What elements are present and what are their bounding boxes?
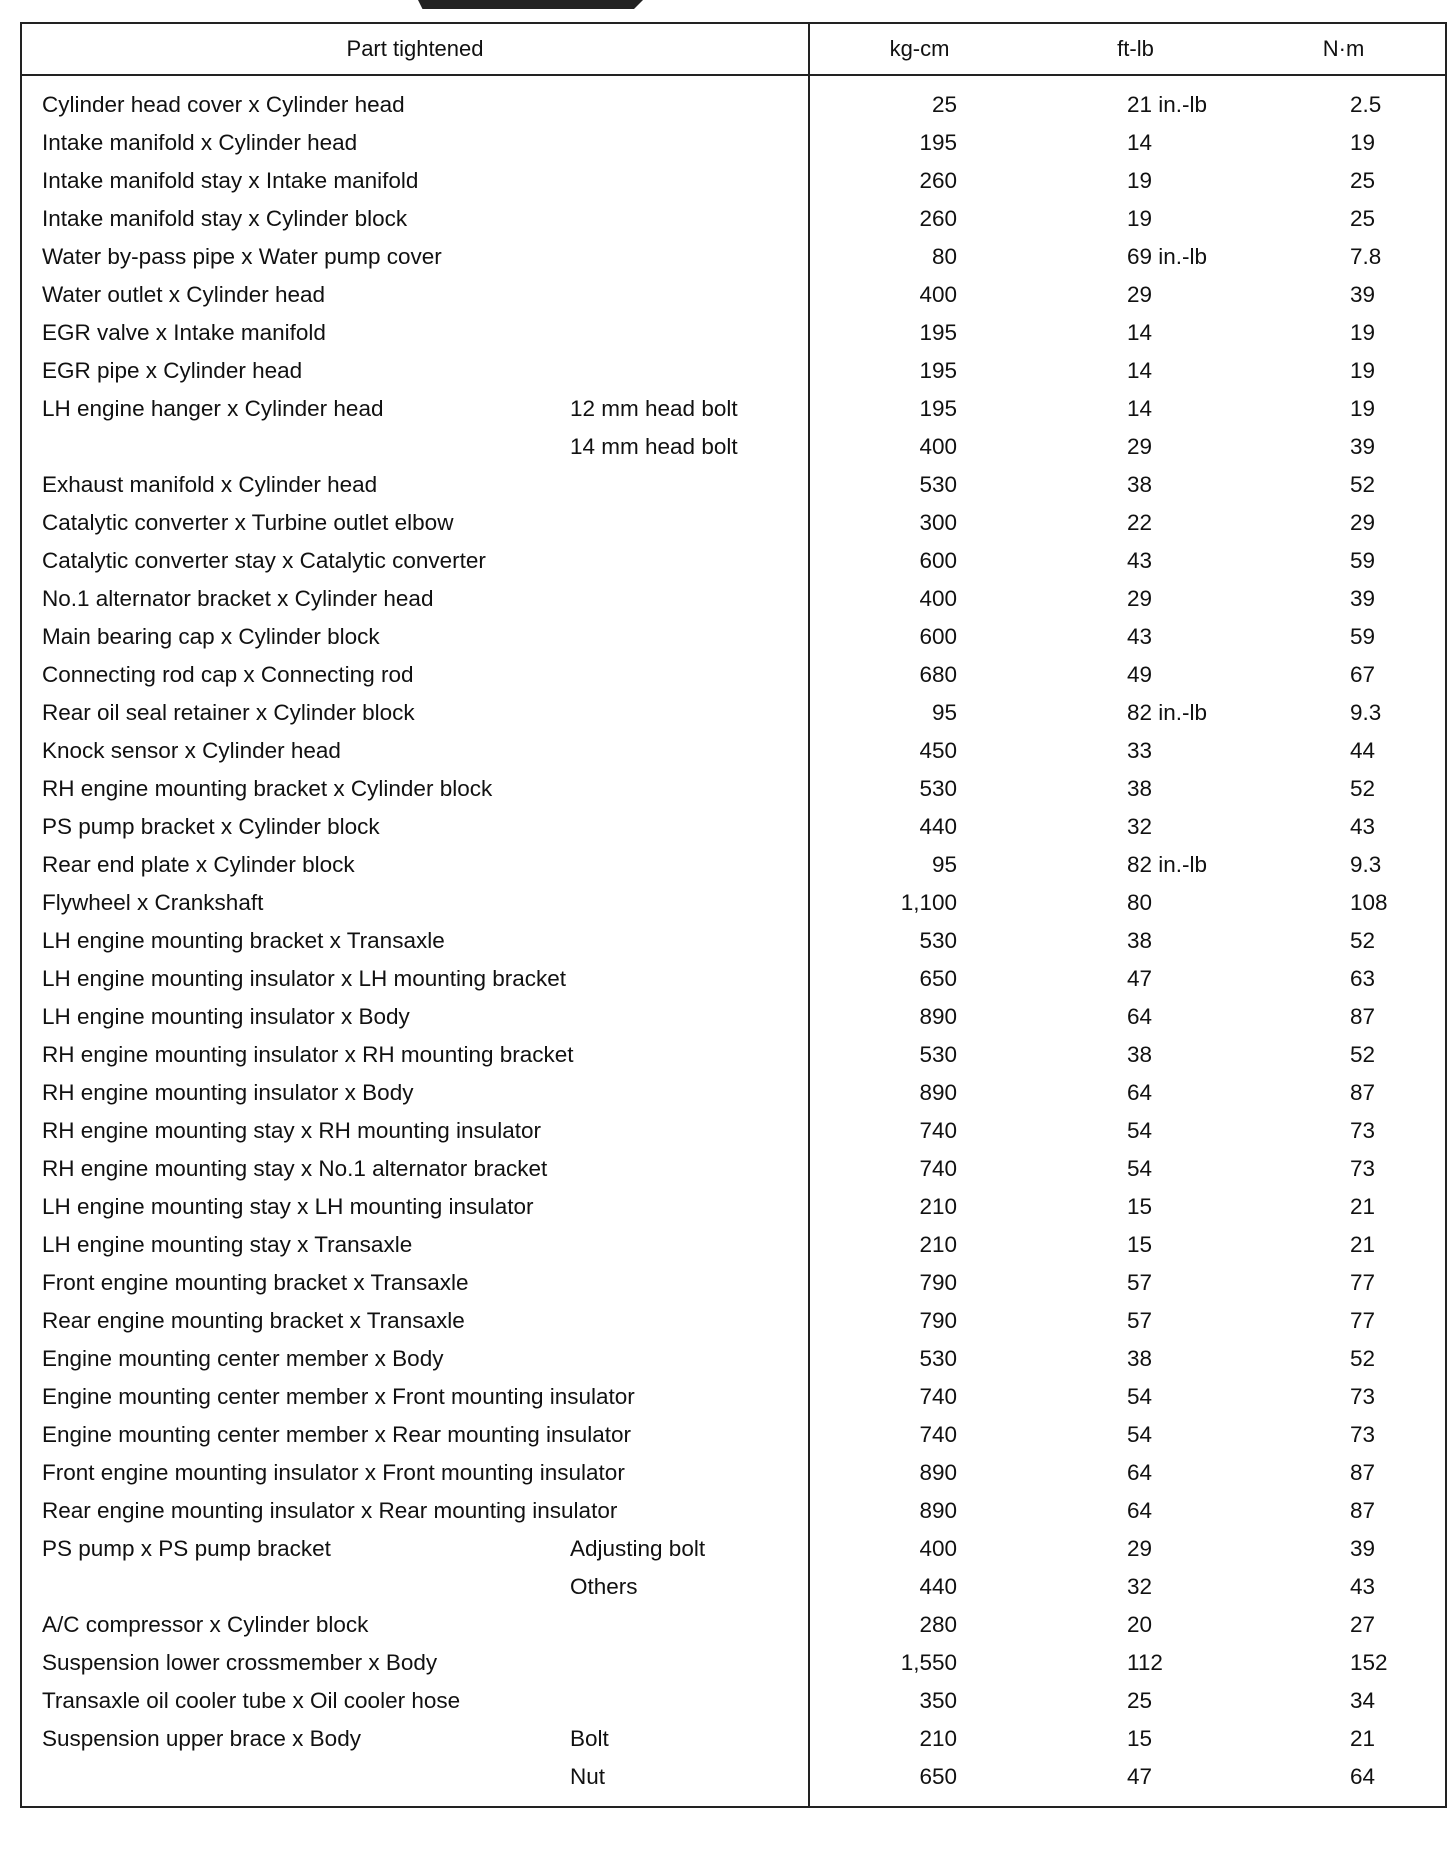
kg-cm-cell: 440 [809, 808, 1029, 846]
sub-part-cell [566, 998, 809, 1036]
sub-part-cell: Adjusting bolt [570, 1536, 706, 1561]
kg-cm-cell: 95 [809, 846, 1029, 884]
n-m-cell: 63 [1350, 966, 1376, 991]
sub-part-cell [566, 1644, 809, 1682]
ft-lb-cell: 38 [1127, 472, 1153, 497]
table-row [21, 732, 1446, 770]
ft-lb-cell: 14 [1127, 358, 1153, 383]
table-row [21, 1302, 1446, 1340]
table-row [21, 314, 1446, 352]
n-m-cell: 25 [1350, 168, 1376, 193]
sub-part-cell [566, 1302, 809, 1340]
part-cell: Intake manifold x Cylinder head [42, 130, 358, 155]
kg-cm-cell: 400 [809, 1530, 1029, 1568]
table-row [21, 1720, 1446, 1758]
n-m-cell: 7.8 [1350, 244, 1382, 269]
kg-cm-cell: 210 [809, 1226, 1029, 1264]
table-row [21, 1644, 1446, 1682]
part-cell: Catalytic converter stay x Catalytic converter [42, 548, 486, 573]
sub-part-cell [566, 1340, 809, 1378]
n-m-cell: 39 [1350, 586, 1376, 611]
part-cell: Engine mounting center member x Front mounting insulator [42, 1384, 635, 1409]
ft-lb-cell: 82 in.-lb [1127, 700, 1208, 725]
n-m-cell: 87 [1350, 1004, 1376, 1029]
kg-cm-cell: 740 [809, 1112, 1029, 1150]
ft-lb-cell: 38 [1127, 928, 1153, 953]
part-cell: Front engine mounting insulator x Front mounting insulator [42, 1460, 625, 1485]
kg-cm-cell: 260 [809, 162, 1029, 200]
table-row [21, 390, 1446, 428]
n-m-cell: 87 [1350, 1498, 1376, 1523]
part-cell: LH engine mounting stay x Transaxle [42, 1232, 413, 1257]
table-row [21, 694, 1446, 732]
table-row [21, 656, 1446, 694]
ft-lb-cell: 25 [1127, 1688, 1153, 1713]
kg-cm-cell: 195 [809, 314, 1029, 352]
part-cell: Catalytic converter x Turbine outlet elbow [42, 510, 454, 535]
ft-lb-cell: 54 [1127, 1156, 1153, 1181]
table-row [21, 1112, 1446, 1150]
ft-lb-cell: 80 [1127, 890, 1153, 915]
part-cell: Knock sensor x Cylinder head [42, 738, 341, 763]
header-part-tightened: Part tightened [21, 23, 809, 75]
table-row [21, 1150, 1446, 1188]
n-m-cell: 21 [1350, 1232, 1376, 1257]
part-cell: Engine mounting center member x Rear mounting insulator [42, 1422, 632, 1447]
n-m-cell: 2.5 [1350, 92, 1382, 117]
kg-cm-cell: 530 [809, 1340, 1029, 1378]
n-m-cell: 73 [1350, 1156, 1376, 1181]
n-m-cell: 19 [1350, 358, 1376, 383]
n-m-cell: 21 [1350, 1726, 1376, 1751]
part-cell: Rear engine mounting bracket x Transaxle [42, 1308, 465, 1333]
sub-part-cell [566, 1036, 809, 1074]
sub-part-cell [566, 656, 809, 694]
table-row [21, 618, 1446, 656]
ft-lb-cell: 54 [1127, 1118, 1153, 1143]
ft-lb-cell: 14 [1127, 320, 1153, 345]
n-m-cell: 39 [1350, 434, 1376, 459]
n-m-cell: 39 [1350, 1536, 1376, 1561]
kg-cm-cell: 680 [809, 656, 1029, 694]
ft-lb-cell: 43 [1127, 548, 1153, 573]
n-m-cell: 77 [1350, 1308, 1376, 1333]
table-row [21, 466, 1446, 504]
n-m-cell: 44 [1350, 738, 1376, 763]
part-cell: No.1 alternator bracket x Cylinder head [42, 586, 434, 611]
header-ft-lb: ft-lb [1029, 23, 1242, 75]
part-cell: EGR pipe x Cylinder head [42, 358, 303, 383]
kg-cm-cell: 280 [809, 1606, 1029, 1644]
header-kg-cm: kg-cm [809, 23, 1029, 75]
n-m-cell: 19 [1350, 396, 1376, 421]
sub-part-cell: Others [570, 1574, 638, 1599]
sub-part-cell [566, 542, 809, 580]
sub-part-cell [566, 200, 809, 238]
part-cell: A/C compressor x Cylinder block [42, 1612, 369, 1637]
kg-cm-cell: 890 [809, 998, 1029, 1036]
kg-cm-cell: 530 [809, 770, 1029, 808]
n-m-cell: 19 [1350, 320, 1376, 345]
sub-part-cell [566, 466, 809, 504]
table-row [21, 1492, 1446, 1530]
kg-cm-cell: 440 [809, 1568, 1029, 1606]
n-m-cell: 152 [1350, 1650, 1388, 1675]
sub-part-cell [566, 1606, 809, 1644]
ft-lb-cell: 57 [1127, 1308, 1153, 1333]
ft-lb-cell: 54 [1127, 1422, 1153, 1447]
n-m-cell: 59 [1350, 624, 1376, 649]
part-cell: Front engine mounting bracket x Transaxle [42, 1270, 469, 1295]
part-cell: Intake manifold stay x Intake manifold [42, 168, 419, 193]
sub-part-cell [566, 352, 809, 390]
n-m-cell: 52 [1350, 776, 1376, 801]
table-row [21, 1036, 1446, 1074]
part-cell: Engine mounting center member x Body [42, 1346, 444, 1371]
kg-cm-cell: 400 [809, 276, 1029, 314]
table-header-row [21, 23, 1446, 75]
sub-part-cell [566, 124, 809, 162]
part-cell: Transaxle oil cooler tube x Oil cooler hose [42, 1688, 461, 1713]
table-row [21, 998, 1446, 1036]
ft-lb-cell: 29 [1127, 586, 1153, 611]
n-m-cell: 39 [1350, 282, 1376, 307]
table-row [21, 1530, 1446, 1568]
part-cell [21, 1758, 566, 1807]
ft-lb-cell: 64 [1127, 1460, 1153, 1485]
n-m-cell: 29 [1350, 510, 1376, 535]
ft-lb-cell: 33 [1127, 738, 1153, 763]
sub-part-cell [566, 732, 809, 770]
part-cell: PS pump x PS pump bracket [42, 1536, 331, 1561]
ft-lb-cell: 20 [1127, 1612, 1153, 1637]
torque-specifications-table [20, 22, 1447, 1808]
table-row [21, 960, 1446, 998]
part-cell: EGR valve x Intake manifold [42, 320, 326, 345]
sub-part-cell [566, 162, 809, 200]
table-row [21, 1340, 1446, 1378]
part-cell: Rear end plate x Cylinder block [42, 852, 355, 877]
part-cell: RH engine mounting stay x RH mounting insulator [42, 1118, 541, 1143]
kg-cm-cell: 890 [809, 1454, 1029, 1492]
table-body [21, 75, 1446, 1807]
sub-part-cell [566, 960, 809, 998]
ft-lb-cell: 49 [1127, 662, 1153, 687]
n-m-cell: 73 [1350, 1422, 1376, 1447]
kg-cm-cell: 80 [809, 238, 1029, 276]
kg-cm-cell: 650 [809, 1758, 1029, 1807]
ft-lb-cell: 54 [1127, 1384, 1153, 1409]
sub-part-cell [566, 808, 809, 846]
n-m-cell: 59 [1350, 548, 1376, 573]
kg-cm-cell: 210 [809, 1720, 1029, 1758]
part-cell: LH engine mounting bracket x Transaxle [42, 928, 445, 953]
part-cell: LH engine mounting insulator x LH mounting bracket [42, 966, 567, 991]
n-m-cell: 27 [1350, 1612, 1376, 1637]
n-m-cell: 43 [1350, 1574, 1376, 1599]
table-row [21, 124, 1446, 162]
sub-part-cell [566, 694, 809, 732]
sub-part-cell [566, 770, 809, 808]
table-row [21, 1606, 1446, 1644]
n-m-cell: 9.3 [1350, 700, 1382, 725]
sub-part-cell: 14 mm head bolt [570, 434, 738, 459]
part-cell: RH engine mounting insulator x Body [42, 1080, 414, 1105]
table-row [21, 428, 1446, 466]
kg-cm-cell: 530 [809, 466, 1029, 504]
table-row [21, 1074, 1446, 1112]
table-row [21, 75, 1446, 124]
kg-cm-cell: 600 [809, 618, 1029, 656]
ft-lb-cell: 21 in.-lb [1127, 92, 1208, 117]
table-row [21, 200, 1446, 238]
ft-lb-cell: 57 [1127, 1270, 1153, 1295]
table-row [21, 770, 1446, 808]
ft-lb-cell: 15 [1127, 1194, 1153, 1219]
ft-lb-cell: 82 in.-lb [1127, 852, 1208, 877]
table-row [21, 1682, 1446, 1720]
n-m-cell: 43 [1350, 814, 1376, 839]
kg-cm-cell: 890 [809, 1492, 1029, 1530]
sub-part-cell [566, 1682, 809, 1720]
heading-cutoff-ink [418, 0, 643, 9]
ft-lb-cell: 47 [1127, 966, 1153, 991]
part-cell: Rear engine mounting insulator x Rear mounting insulator [42, 1498, 618, 1523]
part-cell: Main bearing cap x Cylinder block [42, 624, 380, 649]
table-row [21, 846, 1446, 884]
table-row [21, 504, 1446, 542]
sub-part-cell [566, 238, 809, 276]
ft-lb-cell: 112 [1127, 1650, 1163, 1675]
sub-part-cell [566, 1264, 809, 1302]
table-row [21, 1226, 1446, 1264]
part-cell: Rear oil seal retainer x Cylinder block [42, 700, 415, 725]
table-row [21, 922, 1446, 960]
ft-lb-cell: 22 [1127, 510, 1153, 535]
sub-part-cell [566, 884, 809, 922]
ft-lb-cell: 14 [1127, 396, 1153, 421]
kg-cm-cell: 95 [809, 694, 1029, 732]
kg-cm-cell: 890 [809, 1074, 1029, 1112]
part-cell: LH engine hanger x Cylinder head [42, 396, 384, 421]
sub-part-cell [566, 314, 809, 352]
part-cell: RH engine mounting insulator x RH mounting bracket [42, 1042, 574, 1067]
part-cell: Water outlet x Cylinder head [42, 282, 326, 307]
kg-cm-cell: 350 [809, 1682, 1029, 1720]
n-m-cell: 52 [1350, 1042, 1376, 1067]
ft-lb-cell: 69 in.-lb [1127, 244, 1208, 269]
table-row [21, 352, 1446, 390]
kg-cm-cell: 450 [809, 732, 1029, 770]
n-m-cell: 34 [1350, 1688, 1376, 1713]
page-heading-fragment [0, 0, 1456, 22]
n-m-cell: 64 [1350, 1764, 1376, 1789]
part-cell: PS pump bracket x Cylinder block [42, 814, 380, 839]
ft-lb-cell: 47 [1127, 1764, 1153, 1789]
n-m-cell: 9.3 [1350, 852, 1382, 877]
kg-cm-cell: 1,100 [809, 884, 1029, 922]
sub-part-cell: Nut [570, 1764, 606, 1789]
kg-cm-cell: 195 [809, 390, 1029, 428]
kg-cm-cell: 400 [809, 580, 1029, 618]
kg-cm-cell: 740 [809, 1416, 1029, 1454]
part-cell: Exhaust manifold x Cylinder head [42, 472, 378, 497]
ft-lb-cell: 38 [1127, 776, 1153, 801]
ft-lb-cell: 29 [1127, 1536, 1153, 1561]
ft-lb-cell: 43 [1127, 624, 1153, 649]
kg-cm-cell: 1,550 [809, 1644, 1029, 1682]
part-cell [21, 1568, 566, 1606]
n-m-cell: 67 [1350, 662, 1376, 687]
ft-lb-cell: 15 [1127, 1232, 1153, 1257]
n-m-cell: 52 [1350, 928, 1376, 953]
kg-cm-cell: 740 [809, 1150, 1029, 1188]
part-cell: LH engine mounting insulator x Body [42, 1004, 410, 1029]
ft-lb-cell: 19 [1127, 168, 1153, 193]
kg-cm-cell: 195 [809, 124, 1029, 162]
ft-lb-cell: 29 [1127, 282, 1153, 307]
sub-part-cell [566, 1188, 809, 1226]
table-row [21, 1758, 1446, 1807]
sub-part-cell [566, 1074, 809, 1112]
part-cell: LH engine mounting stay x LH mounting insulator [42, 1194, 534, 1219]
sub-part-cell [566, 75, 809, 124]
kg-cm-cell: 530 [809, 922, 1029, 960]
part-cell: Flywheel x Crankshaft [42, 890, 264, 915]
kg-cm-cell: 300 [809, 504, 1029, 542]
n-m-cell: 108 [1350, 890, 1388, 915]
table-row [21, 238, 1446, 276]
sub-part-cell [566, 846, 809, 884]
n-m-cell: 25 [1350, 206, 1376, 231]
table-row [21, 884, 1446, 922]
kg-cm-cell: 790 [809, 1302, 1029, 1340]
n-m-cell: 73 [1350, 1118, 1376, 1143]
kg-cm-cell: 210 [809, 1188, 1029, 1226]
sub-part-cell [566, 922, 809, 960]
part-cell [21, 428, 566, 466]
kg-cm-cell: 25 [809, 75, 1029, 124]
header-n-m: N·m [1242, 23, 1446, 75]
ft-lb-cell: 14 [1127, 130, 1153, 155]
table-row [21, 1568, 1446, 1606]
part-cell: RH engine mounting bracket x Cylinder block [42, 776, 493, 801]
table-row [21, 580, 1446, 618]
table-row [21, 1416, 1446, 1454]
kg-cm-cell: 400 [809, 428, 1029, 466]
n-m-cell: 21 [1350, 1194, 1376, 1219]
table-row [21, 1378, 1446, 1416]
sub-part-cell [566, 276, 809, 314]
part-cell: Connecting rod cap x Connecting rod [42, 662, 414, 687]
kg-cm-cell: 740 [809, 1378, 1029, 1416]
part-cell: RH engine mounting stay x No.1 alternator bracket [42, 1156, 548, 1181]
sub-part-cell [566, 580, 809, 618]
ft-lb-cell: 38 [1127, 1346, 1153, 1371]
part-cell: Suspension lower crossmember x Body [42, 1650, 438, 1675]
sub-part-cell [566, 618, 809, 656]
table-row [21, 1454, 1446, 1492]
sub-part-cell [566, 1112, 809, 1150]
kg-cm-cell: 530 [809, 1036, 1029, 1074]
ft-lb-cell: 64 [1127, 1498, 1153, 1523]
table-row [21, 542, 1446, 580]
kg-cm-cell: 790 [809, 1264, 1029, 1302]
n-m-cell: 19 [1350, 130, 1376, 155]
part-cell: Intake manifold stay x Cylinder block [42, 206, 408, 231]
kg-cm-cell: 600 [809, 542, 1029, 580]
n-m-cell: 52 [1350, 1346, 1376, 1371]
table-row [21, 276, 1446, 314]
n-m-cell: 87 [1350, 1460, 1376, 1485]
kg-cm-cell: 650 [809, 960, 1029, 998]
table-row [21, 1188, 1446, 1226]
table-row [21, 808, 1446, 846]
n-m-cell: 87 [1350, 1080, 1376, 1105]
ft-lb-cell: 64 [1127, 1080, 1153, 1105]
ft-lb-cell: 64 [1127, 1004, 1153, 1029]
ft-lb-cell: 32 [1127, 1574, 1153, 1599]
kg-cm-cell: 260 [809, 200, 1029, 238]
sub-part-cell: Bolt [570, 1726, 609, 1751]
sub-part-cell [566, 504, 809, 542]
part-cell: Suspension upper brace x Body [42, 1726, 361, 1751]
ft-lb-cell: 32 [1127, 814, 1153, 839]
table-row [21, 1264, 1446, 1302]
ft-lb-cell: 15 [1127, 1726, 1153, 1751]
n-m-cell: 73 [1350, 1384, 1376, 1409]
n-m-cell: 52 [1350, 472, 1376, 497]
kg-cm-cell: 195 [809, 352, 1029, 390]
sub-part-cell: 12 mm head bolt [570, 396, 738, 421]
ft-lb-cell: 19 [1127, 206, 1153, 231]
part-cell: Cylinder head cover x Cylinder head [42, 92, 405, 117]
sub-part-cell [566, 1226, 809, 1264]
ft-lb-cell: 38 [1127, 1042, 1153, 1067]
table-row [21, 162, 1446, 200]
sub-part-cell [566, 1150, 809, 1188]
part-cell: Water by-pass pipe x Water pump cover [42, 244, 442, 269]
ft-lb-cell: 29 [1127, 434, 1153, 459]
n-m-cell: 77 [1350, 1270, 1376, 1295]
